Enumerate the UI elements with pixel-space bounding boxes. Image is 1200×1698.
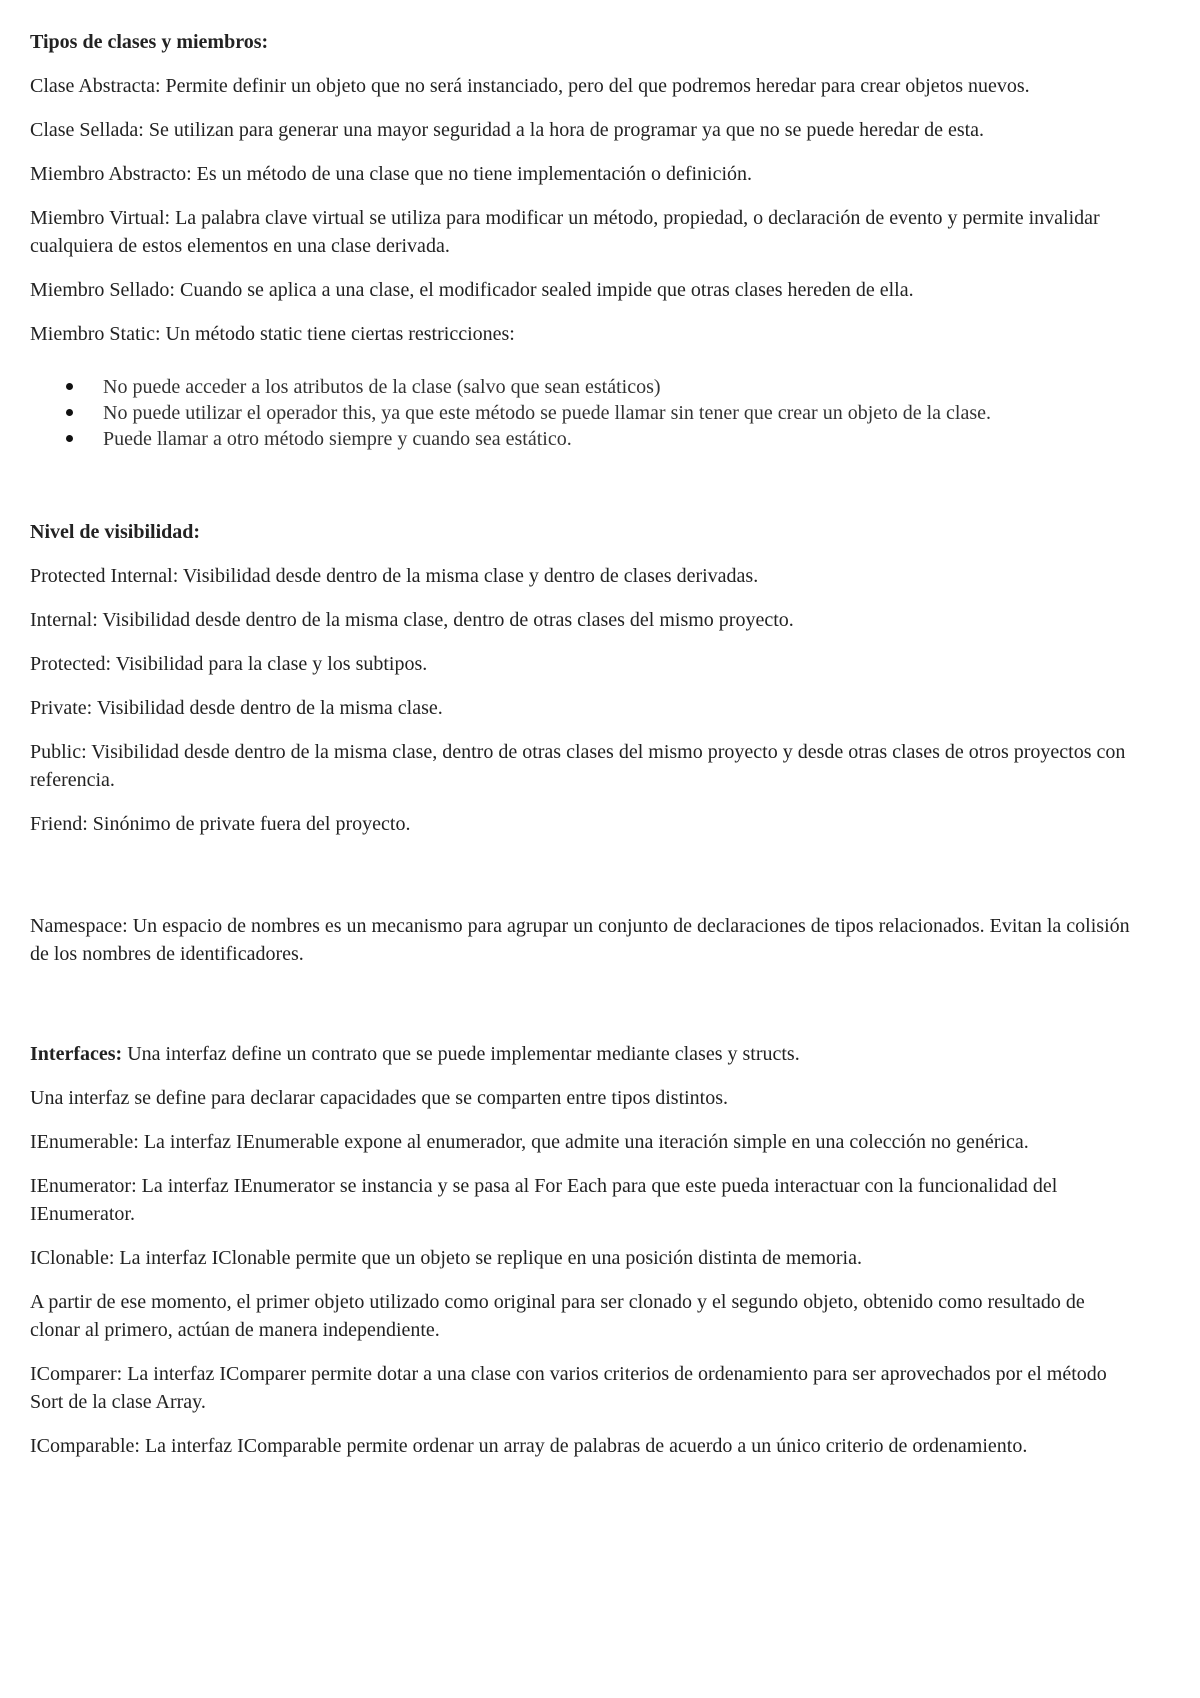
paragraph-protected-internal: Protected Internal: Visibilidad desde dentro de la misma clase y dentro de clases derivadas. [30,565,759,587]
spacer [30,452,1130,518]
section-heading-interfaces: Interfaces: [30,1043,123,1065]
spacer [30,854,1130,912]
paragraph-miembro-abstracto: Miembro Abstracto: Es un método de una clase que no tiene implementación o definición. [30,163,753,185]
spacer [30,984,1130,1040]
paragraph-icomparer: IComparer: La interfaz IComparer permite dotar a una clase con varios criterios de ordenamiento para ser aprovechados por el método Sort de la clase Array. [30,1363,1107,1413]
paragraph-clase-abstracta: Clase Abstracta: Permite definir un objeto que no será instanciado, pero del que podremos heredar para crear objetos nuevos. [30,75,1030,97]
paragraph-iclonable: IClonable: La interfaz IClonable permite que un objeto se replique en una posición distinta de memoria. [30,1247,862,1269]
paragraph-interfaces-intro [30,1040,1130,1068]
paragraph-interfaz-capacidades: Una interfaz se define para declarar capacidades que se comparten entre tipos distintos. [30,1087,729,1109]
paragraph-clonado: A partir de ese momento, el primer objeto utilizado como original para ser clonado y el segundo objeto, obtenido como resultado de clonar al primero, actúan de manera independiente. [30,1291,1085,1341]
document-page [30,28,1130,1476]
paragraph-clase-sellada: Clase Sellada: Se utilizan para generar una mayor seguridad a la hora de programar ya que no se puede heredar de esta. [30,119,985,141]
bullet-icon [66,383,73,390]
paragraph-icomparable: IComparable: La interfaz IComparable permite ordenar un array de palabras de acuerdo a un único criterio de ordenamiento. [30,1435,1028,1457]
paragraph-miembro-sellado: Miembro Sellado: Cuando se aplica a una clase, el modificador sealed impide que otras clases hereden de ella. [30,279,914,301]
section-heading-visibilidad: Nivel de visibilidad: [30,521,201,543]
list-item [30,400,1130,426]
list-item [30,426,1130,452]
paragraph-namespace: Namespace: Un espacio de nombres es un mecanismo para agrupar un conjunto de declaraciones de tipos relacionados. Evitan la colisión de los nombres de identificadores. [30,915,1130,965]
list-item [30,374,1130,400]
paragraph-protected: Protected: Visibilidad para la clase y los subtipos. [30,653,428,675]
paragraph-friend: Friend: Sinónimo de private fuera del proyecto. [30,813,411,835]
bullet-icon [66,409,73,416]
paragraph-internal: Internal: Visibilidad desde dentro de la misma clase, dentro de otras clases del mismo proyecto. [30,609,794,631]
section-heading-tipos: Tipos de clases y miembros: [30,31,269,53]
list-item-text: No puede utilizar el operador this, ya que este método se puede llamar sin tener que crear un objeto de la clase. [103,402,991,424]
paragraph-public: Public: Visibilidad desde dentro de la misma clase, dentro de otras clases del mismo proyecto y desde otras clases de otros proyectos con referencia. [30,741,1126,791]
static-restrictions-list [30,374,1130,452]
paragraph-ienumerable: IEnumerable: La interfaz IEnumerable expone al enumerador, que admite una iteración simple en una colección no genérica. [30,1131,1029,1153]
bullet-icon [66,435,73,442]
paragraph-ienumerator: IEnumerator: La interfaz IEnumerator se instancia y se pasa al For Each para que este pueda interactuar con la funcionalidad del IEnumerator. [30,1175,1058,1225]
paragraph-private: Private: Visibilidad desde dentro de la misma clase. [30,697,443,719]
paragraph-miembro-virtual: Miembro Virtual: La palabra clave virtual se utiliza para modificar un método, propiedad, o declaración de evento y permite invalidar cualquiera de estos elementos en una clase derivada. [30,207,1100,257]
list-item-text: Puede llamar a otro método siempre y cuando sea estático. [103,428,572,450]
list-item-text: No puede acceder a los atributos de la clase (salvo que sean estáticos) [103,376,661,398]
paragraph-miembro-static: Miembro Static: Un método static tiene ciertas restricciones: [30,323,515,345]
interfaces-intro-text: Una interfaz define un contrato que se puede implementar mediante clases y structs. [122,1043,800,1065]
